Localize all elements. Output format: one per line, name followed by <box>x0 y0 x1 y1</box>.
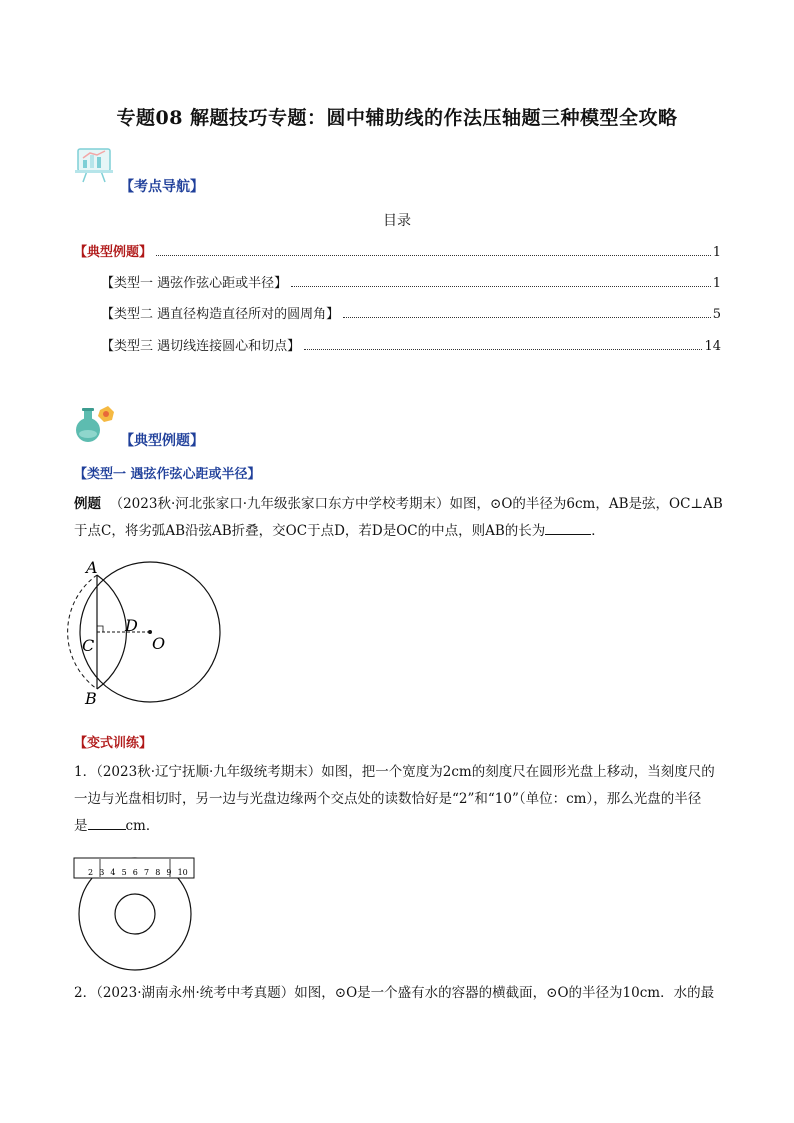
toc-item[interactable] <box>101 273 721 291</box>
presentation-board-icon <box>74 146 118 190</box>
question-line: 2．（2023·湖南永州·统考中考真题）如图，⊙O是一个盛有水的容器的横截面，⊙O的半径为10cm．水的最 <box>74 985 715 1001</box>
ruler-tick-label: 6 <box>132 868 138 877</box>
flask-icon <box>72 404 116 448</box>
type1-heading: 【类型一 遇弦作弦心距或半径】 <box>74 467 261 482</box>
example-line: （2023秋·河北张家口·九年级张家口东方中学校考期末）如图，⊙O的半径为6cm，AB是弦，OC⊥AB <box>109 496 723 512</box>
ruler-tick-label: 5 <box>121 868 127 877</box>
toc-item-label: 【类型三 遇切线连接圆心和切点】 <box>101 339 301 354</box>
ruler-tick-label: 8 <box>155 868 161 877</box>
toc-dot-leader <box>304 349 702 350</box>
ruler-tick-label: 7 <box>144 868 150 877</box>
question-2 <box>74 980 734 1007</box>
toc-item[interactable] <box>74 242 721 260</box>
ruler-tick-label: 10 <box>177 868 188 877</box>
toc-item-page: 5 <box>712 307 721 322</box>
example-prefix: 例题 <box>74 496 101 512</box>
ruler-tick-label: 2 <box>88 868 94 877</box>
toc-item-page: 1 <box>712 245 721 260</box>
toc-item-page: 1 <box>712 276 721 291</box>
example-problem <box>74 491 734 545</box>
label-O: O <box>152 634 166 653</box>
label-D: D <box>125 616 138 635</box>
label-B: B <box>85 689 97 708</box>
examples-heading: 【典型例题】 <box>120 433 204 449</box>
period: ． <box>591 523 605 539</box>
toc-item[interactable] <box>101 304 721 322</box>
toc-title: 目录 <box>383 213 411 229</box>
ruler-disc-figure <box>70 855 210 977</box>
answer-blank[interactable] <box>545 520 591 535</box>
circle-fold-figure <box>60 557 260 721</box>
toc-item-label: 【类型二 遇直径构造直径所对的圆周角】 <box>101 307 340 322</box>
question-line: cm． <box>125 818 160 834</box>
question-line: 一边与光盘相切时，另一边与光盘边缘两个交点处的读数恰好是“2”和“10”（单位：cm），那么光盘的半径 <box>74 791 702 807</box>
example-line: 于点C，将劣弧AB沿弦AB折叠，交OC于点D，若D是OC的中点，则AB的长为 <box>74 523 546 539</box>
question-line: 1．（2023秋·辽宁抚顺·九年级统考期末）如图，把一个宽度为2cm的刻度尺在圆形光盘上移动，当刻度尺的 <box>74 764 715 780</box>
practice-heading: 【变式训练】 <box>74 736 153 751</box>
toc-item-page: 14 <box>704 339 721 354</box>
nav-heading: 【考点导航】 <box>120 179 204 195</box>
page-title: 专题08 解题技巧专题：圆中辅助线的作法压轴题三种模型全攻略 <box>116 107 678 129</box>
label-A: A <box>86 558 98 577</box>
question-1 <box>74 759 734 840</box>
toc-dot-leader <box>291 286 711 287</box>
ruler-tick-label: 9 <box>166 868 172 877</box>
answer-blank[interactable] <box>88 815 126 830</box>
toc-dot-leader <box>156 255 711 256</box>
toc-item-label: 【类型一 遇弦作弦心距或半径】 <box>101 276 288 291</box>
ruler-tick-label: 3 <box>99 868 105 877</box>
question-line: 是 <box>74 818 88 834</box>
ruler-tick-label: 4 <box>110 868 116 877</box>
label-C: C <box>82 636 95 655</box>
toc-item[interactable] <box>101 336 721 354</box>
toc-item-label: 【典型例题】 <box>74 245 153 260</box>
toc-dot-leader <box>343 317 711 318</box>
